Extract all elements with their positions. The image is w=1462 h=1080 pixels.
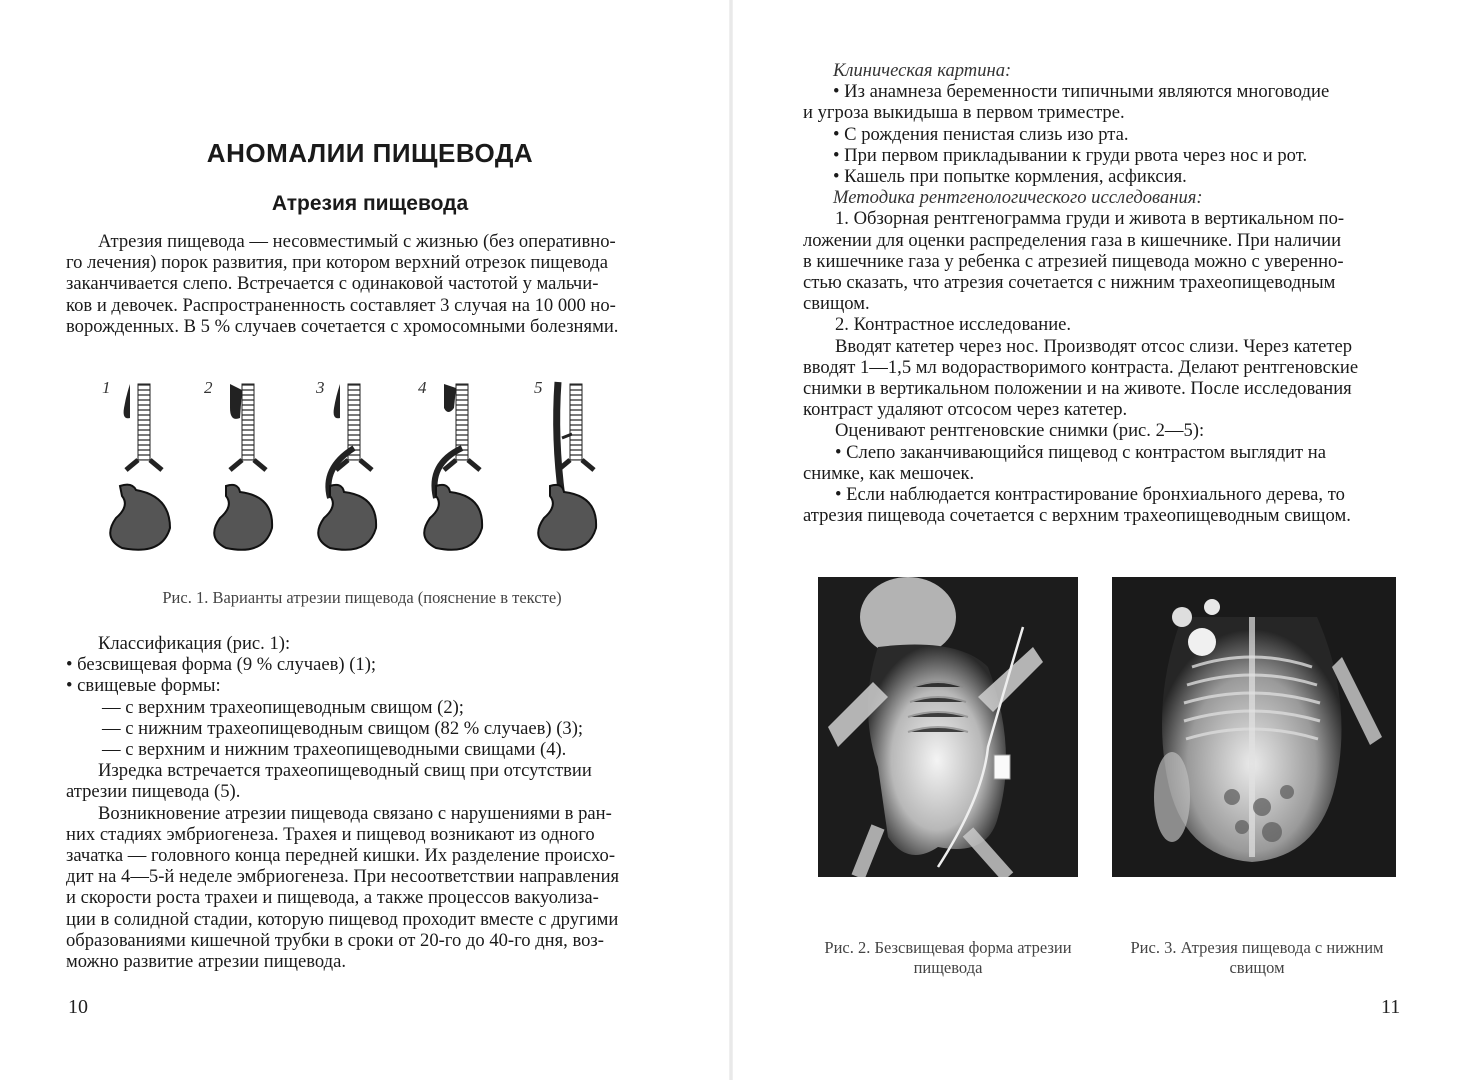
figure-2-caption: Рис. 2. Безсвищевая форма атрезии пищевода [824, 938, 1072, 977]
figure-1-esophageal-atresia-variants [92, 378, 632, 564]
figure-1-caption: Рис. 1. Варианты атрезии пищевода (пояснение в тексте) [162, 588, 562, 607]
clinical-line: • С рождения пенистая слизь изо рта. [833, 123, 1129, 145]
variant-3-drawing [318, 384, 376, 550]
method-line: • Если наблюдается контрастирование бронхиального дерева, то [835, 484, 1345, 506]
method-line: 2. Контрастное исследование. [835, 314, 1072, 336]
method-line: контраст удаляют отсосом через катетер. [803, 399, 1128, 421]
esophagus-variants-illustration [92, 378, 632, 564]
method-line: снимки в вертикальном положении и на животе. После исследования [803, 378, 1352, 400]
intro-line: ков и девочек. Распространенность составляет 3 случая на 10 000 но- [66, 294, 616, 316]
variant-1-drawing [110, 384, 170, 550]
method-heading: Методика рентгенологического исследования: [833, 187, 1203, 209]
paragraph-line: дит на 4—5-й неделе эмбриогенеза. При несоответствии направления [66, 866, 620, 888]
classification-item: — с верхним и нижним трахеопищеводными свищами (4). [102, 739, 567, 761]
variant-5-drawing [538, 382, 596, 550]
intro-paragraph [66, 231, 658, 337]
paragraph-line: образованиями кишечной трубки в сроки от 20-го до 40-го дня, воз- [66, 929, 604, 951]
method-line: вводят 1—1,5 мл водорастворимого контраста. Делают рентгеновские [803, 356, 1359, 378]
intro-line: ворожденных. В 5 % случаев сочетается с хромосомными болезнями. [66, 315, 619, 337]
classification-block [66, 633, 658, 972]
classification-item: • свищевые формы: [66, 675, 221, 697]
paragraph-line: Возникновение атрезии пищевода связано с нарушениями в ран- [98, 802, 612, 824]
method-line: стью сказать, что атрезия сочетается с нижним трахеопищеводным [803, 272, 1336, 294]
clinical-line: • Из анамнеза беременности типичными являются многоводие [833, 81, 1330, 103]
method-line: • Слепо заканчивающийся пищевод с контрастом выглядит на [835, 441, 1326, 463]
right-page [731, 0, 1462, 1080]
figure-variant-label: 3 [316, 378, 325, 397]
figure-3-caption: Рис. 3. Атрезия пищевода с нижним свищом [1130, 938, 1384, 977]
variant-4-drawing [424, 384, 482, 550]
classification-item: • безсвищевая форма (9 % случаев) (1); [66, 654, 377, 676]
xray-illustration [818, 577, 1078, 877]
variant-2-drawing [214, 384, 272, 550]
right-page-text [803, 60, 1397, 526]
xray-illustration [1112, 577, 1396, 877]
figure-variant-label: 1 [102, 378, 111, 397]
clinical-heading: Клиническая картина: [833, 60, 1012, 81]
figure-variant-label: 4 [418, 378, 427, 397]
method-line: атрезия пищевода сочетается с верхним трахеопищеводным свищом. [803, 505, 1351, 527]
figure-variant-label: 2 [204, 378, 213, 397]
paragraph-line: них стадиях эмбриогенеза. Трахея и пищевод возникают из одного [66, 823, 595, 845]
figure-3-xray-image [1112, 577, 1396, 877]
paragraph-line: Изредка встречается трахеопищеводный свищ при отсутствии [98, 760, 592, 782]
method-line: ложении для оценки распределения газа в кишечнике. При наличии [803, 229, 1342, 251]
clinical-line: и угроза выкидыша в первом триместре. [803, 102, 1125, 124]
intro-line: го лечения) порок развития, при котором верхний отрезок пищевода [66, 252, 608, 274]
page-number-right: 11 [1381, 996, 1401, 1018]
intro-line: заканчивается слепо. Встречается с одинаковой частотой у мальчи- [66, 273, 599, 295]
paragraph-line: и скорости роста трахеи и пищевода, а также процессов вакуолиза- [66, 887, 599, 909]
clinical-line: • При первом прикладывании к груди рвота через нос и рот. [833, 144, 1308, 166]
paragraph-line: ции в солидной стадии, которую пищевод проходит вместе с другими [66, 908, 619, 930]
classification-head: Классификация (рис. 1): [98, 633, 291, 654]
method-line: Оценивают рентгеновские снимки (рис. 2—5): [835, 420, 1205, 442]
page-number-left: 10 [68, 996, 88, 1018]
paragraph-line: атрезии пищевода (5). [66, 781, 241, 803]
classification-item: — с верхним трахеопищеводным свищом (2); [102, 696, 464, 718]
intro-line: Атрезия пищевода — несовместимый с жизнью (без оперативно- [98, 231, 616, 252]
paragraph-line: можно развитие атрезии пищевода. [66, 951, 346, 973]
section-title: Атрезия пищевода [271, 192, 469, 215]
classification-item: — с нижним трахеопищеводным свищом (82 % случаев) (3); [102, 717, 584, 739]
chapter-title: АНОМАЛИИ ПИЩЕВОДА [206, 138, 534, 168]
method-line: свищом. [803, 293, 870, 315]
figure-variant-label: 5 [534, 378, 543, 397]
method-line: в кишечнике газа у ребенка с атрезией пищевода можно с увереннo- [803, 250, 1344, 272]
method-line: снимке, как мешочек. [803, 462, 975, 484]
paragraph-line: зачатка — головного конца передней кишки. Их разделение происхо- [66, 845, 616, 867]
method-line: Вводят катетер через нос. Производят отсос слизи. Через катетер [835, 335, 1353, 357]
method-line: 1. Обзорная рентгенограмма груди и живота в вертикальном по- [835, 208, 1345, 230]
clinical-line: • Кашель при попытке кормления, асфиксия. [833, 166, 1187, 188]
figure-2-xray-image [818, 577, 1078, 877]
